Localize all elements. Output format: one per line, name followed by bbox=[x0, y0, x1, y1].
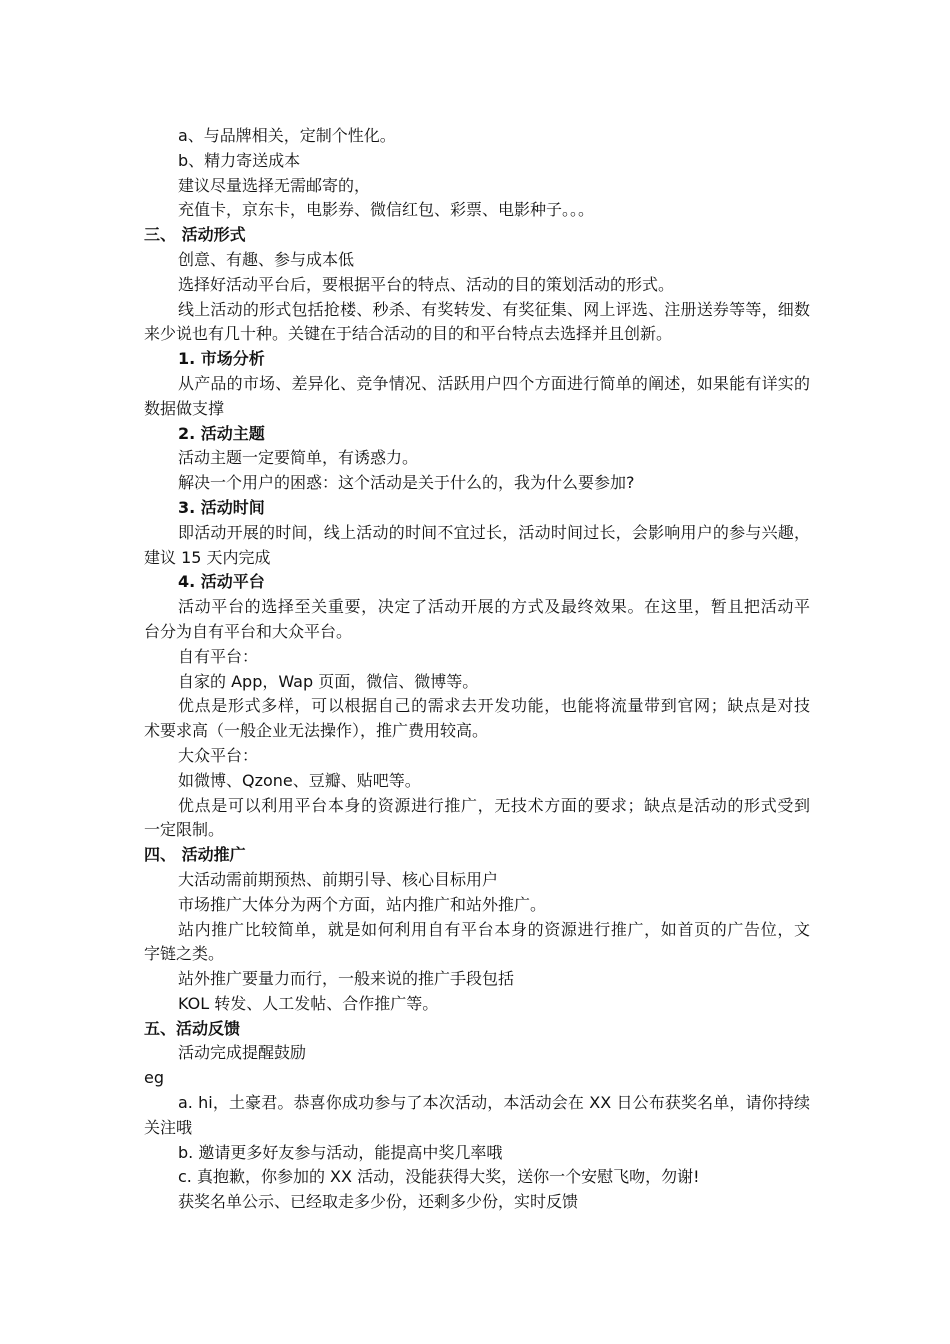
subsection-heading: 1. 市场分析 bbox=[178, 349, 265, 369]
list-item: b、精力寄送成本 bbox=[178, 150, 301, 170]
paragraph: 自家的 App，Wap 页面，微信、微博等。 bbox=[178, 671, 479, 691]
paragraph-continuation: 来少说也有几十种。关键在于结合活动的目的和平台特点去选择并且创新。 bbox=[144, 324, 673, 344]
paragraph: 活动平台的选择至关重要，决定了活动开展的方式及最终效果。在这里，暂且把活动平 bbox=[178, 597, 810, 617]
paragraph: 优点是形式多样，可以根据自己的需求去开发功能，也能将流量带到官网；缺点是对技 bbox=[178, 696, 810, 716]
list-item: b. 邀请更多好友参与活动，能提高中奖几率哦 bbox=[178, 1142, 503, 1162]
paragraph: KOL 转发、人工发帖、合作推广等。 bbox=[178, 993, 439, 1013]
section-heading: 四、 活动推广 bbox=[144, 845, 246, 865]
document-page bbox=[144, 124, 810, 1215]
paragraph-continuation: 字链之类。 bbox=[144, 944, 225, 964]
paragraph-continuation: 一定限制。 bbox=[144, 820, 225, 840]
paragraph-continuation: 数据做支撑 bbox=[144, 398, 225, 418]
paragraph: 活动主题一定要简单，有诱惑力。 bbox=[178, 448, 419, 468]
paragraph: 自有平台： bbox=[178, 646, 259, 666]
paragraph: eg bbox=[144, 1068, 164, 1088]
list-item: a、与品牌相关，定制个性化。 bbox=[178, 126, 396, 145]
paragraph-continuation: 台分为自有平台和大众平台。 bbox=[144, 621, 353, 641]
paragraph: 大活动需前期预热、前期引导、核心目标用户 bbox=[178, 869, 499, 889]
paragraph: 充值卡，京东卡，电影券、微信红包、彩票、电影种子。。。 bbox=[178, 200, 595, 220]
paragraph: 站内推广比较简单，就是如何利用自有平台本身的资源进行推广，如首页的广告位，文 bbox=[178, 919, 810, 939]
paragraph: 即活动开展的时间，线上活动的时间不宜过长，活动时间过长，会影响用户的参与兴趣， bbox=[178, 522, 810, 542]
paragraph: 从产品的市场、差异化、竞争情况、活跃用户四个方面进行简单的阐述，如果能有详实的 bbox=[178, 373, 810, 393]
paragraph-continuation: 关注哦 bbox=[144, 1117, 193, 1137]
section-heading: 五、活动反馈 bbox=[144, 1018, 241, 1038]
paragraph: 如微博、Qzone、豆瓣、贴吧等。 bbox=[178, 770, 421, 790]
paragraph-continuation: 术要求高（一般企业无法操作），推广费用较高。 bbox=[144, 721, 489, 741]
paragraph: 建议尽量选择无需邮寄的， bbox=[178, 175, 371, 195]
paragraph: 市场推广大体分为两个方面，站内推广和站外推广。 bbox=[178, 894, 547, 914]
paragraph: 活动完成提醒鼓励 bbox=[178, 1043, 307, 1063]
subsection-heading: 3. 活动时间 bbox=[178, 497, 265, 517]
paragraph: 获奖名单公示、已经取走多少份，还剩多少份，实时反馈 bbox=[178, 1192, 579, 1212]
paragraph: 解决一个用户的困惑：这个活动是关于什么的，我为什么要参加? bbox=[178, 473, 635, 493]
paragraph: 大众平台： bbox=[178, 745, 259, 765]
paragraph: 创意、有趣、参与成本低 bbox=[178, 249, 355, 269]
paragraph: 线上活动的形式包括抢楼、秒杀、有奖转发、有奖征集、网上评选、注册送券等等，细数 bbox=[178, 299, 810, 319]
list-item: c. 真抱歉，你参加的 XX 活动，没能获得大奖，送你一个安慰飞吻，勿谢! bbox=[178, 1167, 700, 1187]
paragraph-continuation: 建议 15 天内完成 bbox=[144, 547, 271, 567]
paragraph: 选择好活动平台后，要根据平台的特点、活动的目的策划活动的形式。 bbox=[178, 274, 675, 294]
subsection-heading: 2. 活动主题 bbox=[178, 423, 265, 443]
paragraph: 优点是可以利用平台本身的资源进行推广，无技术方面的要求；缺点是活动的形式受到 bbox=[178, 795, 810, 815]
section-heading: 三、 活动形式 bbox=[144, 225, 246, 245]
paragraph: 站外推广要量力而行，一般来说的推广手段包括 bbox=[178, 969, 515, 989]
subsection-heading: 4. 活动平台 bbox=[178, 572, 265, 592]
list-item: a. hi，土豪君。恭喜你成功参与了本次活动，本活动会在 XX 日公布获奖名单，请你持续 bbox=[178, 1093, 810, 1113]
